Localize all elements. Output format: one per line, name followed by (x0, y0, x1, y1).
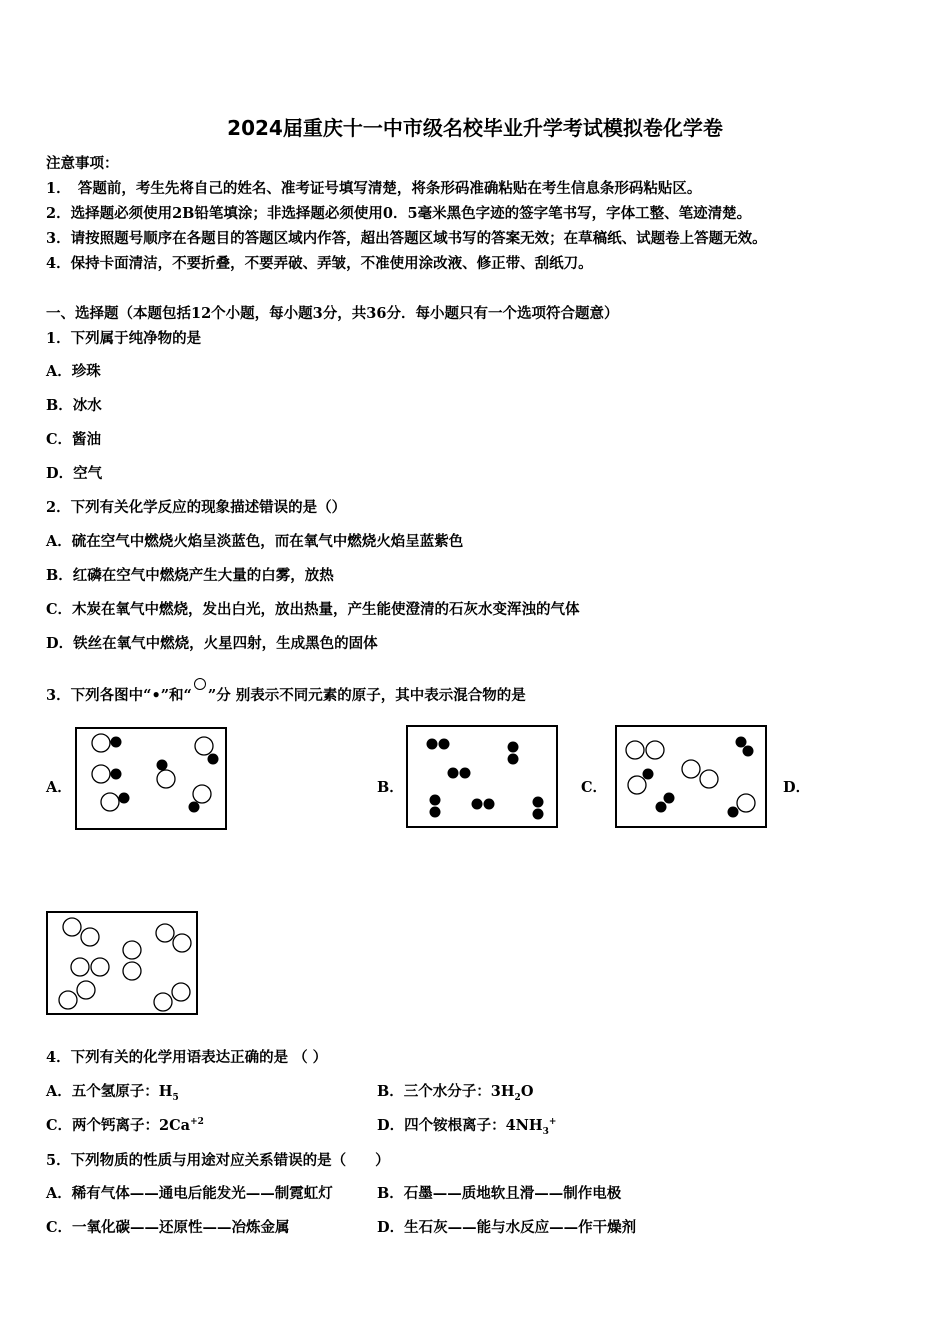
option-text: A．五个氢原子：H (46, 1083, 173, 1100)
q3-label-d: D． (783, 779, 811, 796)
q3-diagram-c (615, 725, 767, 828)
open-atom (195, 737, 213, 755)
filled-atom (460, 768, 471, 779)
question-5-option-b: B．石墨——质地软且滑——制作电极 (377, 1185, 622, 1202)
question-4-option-a (46, 1080, 179, 1103)
open-atom (77, 981, 95, 999)
filled-atom (472, 799, 483, 810)
q3-label-a: A． (46, 779, 72, 796)
open-atom (71, 958, 89, 976)
filled-atom (484, 799, 495, 810)
q3-diagram-a (75, 727, 227, 830)
filled-atom (208, 754, 219, 765)
notice-item: 3．请按照题号顺序在各题目的答题区域内作答，超出答题区域书写的答案无效；在草稿纸、试题卷上答题无效。 (46, 230, 767, 247)
subscript: 3 (542, 1126, 549, 1137)
open-atom (92, 765, 110, 783)
filled-atom (111, 769, 122, 780)
filled-atom (111, 737, 122, 748)
open-atom (646, 741, 664, 759)
open-atom (172, 983, 190, 1001)
question-2-option-b: B．红磷在空气中燃烧产生大量的白雾，放热 (46, 567, 334, 584)
question-2-option-a: A．硫在空气中燃烧火焰呈淡蓝色，而在氧气中燃烧火焰呈蓝紫色 (46, 533, 464, 550)
q3-diagram-b (406, 725, 558, 828)
notice-item: 1． 答题前，考生先将自己的姓名、准考证号填写清楚，将条形码准确粘贴在考生信息条形码粘贴区。 (46, 180, 702, 197)
filled-atom (430, 795, 441, 806)
filled-atom (743, 746, 754, 757)
notice-item: 2．选择题必须使用2B铅笔填涂；非选择题必须使用0．5毫米黑色字迹的签字笔书写，字体工整、笔迹清楚。 (46, 205, 752, 222)
question-4-option-d (377, 1114, 556, 1137)
question-4-stem: 4．下列有关的化学用语表达正确的是 （ ） (46, 1049, 328, 1066)
filled-atom-symbol: • (151, 687, 161, 704)
question-5-option-d: D．生石灰——能与水反应——作干燥剂 (377, 1219, 637, 1236)
diagram-c-svg (617, 727, 765, 826)
open-atom (81, 928, 99, 946)
filled-atom (728, 807, 739, 818)
open-atom (59, 991, 77, 1009)
page-title: 2024届重庆十一中市级名校毕业升学考试模拟卷化学卷 (227, 116, 723, 140)
superscript: + (548, 1117, 557, 1128)
question-5-option-c: C．一氧化碳——还原性——冶炼金属 (46, 1219, 290, 1236)
open-atom (156, 924, 174, 942)
filled-atom (189, 802, 200, 813)
option-text: B．三个水分子：3H (377, 1083, 515, 1100)
q3-stem-part: ”分 别表示不同元素的原子，其中表示混合物的是 (207, 687, 526, 704)
question-5-stem: 5．下列物质的性质与用途对应关系错误的是（ ） (46, 1152, 390, 1169)
filled-atom (119, 793, 130, 804)
option-text-tail: O (520, 1083, 534, 1100)
diagram-d-svg (48, 913, 196, 1013)
filled-atom (439, 739, 450, 750)
filled-atom (533, 809, 544, 820)
q3-label-c: C． (581, 779, 608, 796)
question-2-option-c: C．木炭在氧气中燃烧，发出白光，放出热量，产生能使澄清的石灰水变浑浊的气体 (46, 601, 580, 618)
subscript: 5 (172, 1092, 179, 1103)
filled-atom (430, 807, 441, 818)
notice-item: 4．保持卡面清洁，不要折叠，不要弄破、弄皱，不准使用涂改液、修正带、刮纸刀。 (46, 255, 593, 272)
diagram-a-svg (77, 729, 225, 828)
option-text: C．两个钙离子：2Ca (46, 1117, 191, 1134)
filled-atom (643, 769, 654, 780)
open-atom (626, 741, 644, 759)
filled-atom (448, 768, 459, 779)
open-atom (628, 776, 646, 794)
superscript: +2 (190, 1117, 204, 1128)
open-atom (157, 770, 175, 788)
question-5-option-a: A．稀有气体——通电后能发光——制霓虹灯 (46, 1185, 333, 1202)
open-atom (700, 770, 718, 788)
notice-heading: 注意事项： (46, 155, 119, 172)
open-atom (63, 918, 81, 936)
section-heading: 一、选择题（本题包括12个小题，每小题3分，共36分．每小题只有一个选项符合题意） (46, 305, 619, 322)
question-3-stem (46, 678, 526, 705)
question-4-option-c (46, 1114, 204, 1135)
open-atom (123, 941, 141, 959)
open-atom (193, 785, 211, 803)
filled-atom (157, 760, 168, 771)
question-1-option-c: C．酱油 (46, 431, 102, 448)
filled-atom (664, 793, 675, 804)
open-atom (682, 760, 700, 778)
filled-atom (736, 737, 747, 748)
question-1-option-a: A．珍珠 (46, 363, 101, 380)
diagram-b-svg (408, 727, 556, 826)
q3-label-b: B． (377, 779, 404, 796)
open-atom (154, 993, 172, 1011)
question-2-option-d: D．铁丝在氧气中燃烧，火星四射，生成黑色的固体 (46, 635, 378, 652)
open-atom (92, 734, 110, 752)
filled-atom (508, 754, 519, 765)
question-2-stem: 2．下列有关化学反应的现象描述错误的是（） (46, 499, 347, 516)
question-4-option-b (377, 1080, 533, 1103)
filled-atom (508, 742, 519, 753)
open-atom (737, 794, 755, 812)
q3-stem-part: ”和“ (160, 687, 192, 704)
open-atom (123, 962, 141, 980)
subscript: 2 (514, 1092, 521, 1103)
q3-stem-part: 3．下列各图中“ (46, 687, 152, 704)
open-atom-icon (194, 678, 206, 690)
option-text: D．四个铵根离子：4NH (377, 1117, 543, 1134)
question-1-stem: 1．下列属于纯净物的是 (46, 330, 202, 347)
filled-atom (533, 797, 544, 808)
open-atom (91, 958, 109, 976)
filled-atom (656, 802, 667, 813)
question-1-option-d: D．空气 (46, 465, 103, 482)
open-atom (101, 793, 119, 811)
q3-diagram-d (46, 911, 198, 1015)
open-atom (173, 934, 191, 952)
question-1-option-b: B．冰水 (46, 397, 102, 414)
filled-atom (427, 739, 438, 750)
